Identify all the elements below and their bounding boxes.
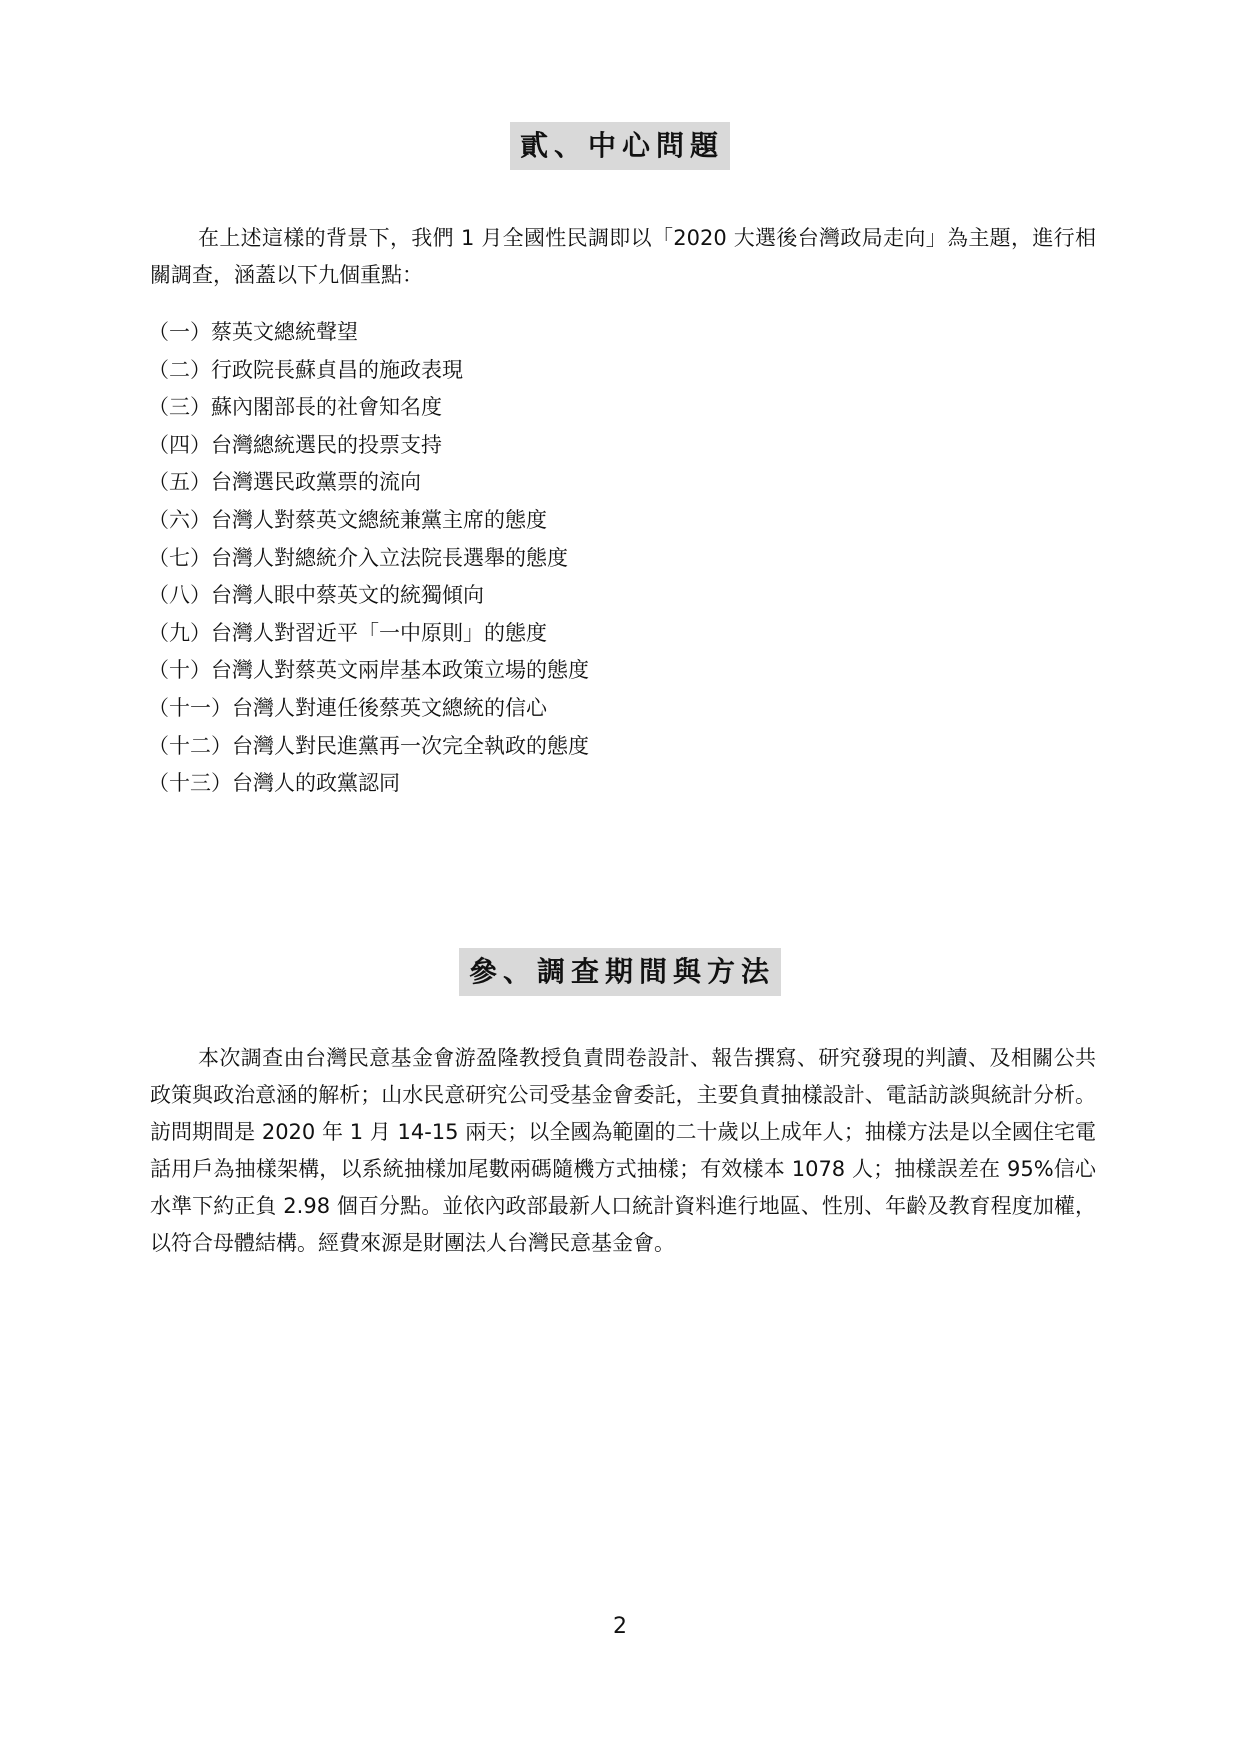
focus-list-item: （九）台灣人對習近平「一中原則」的態度: [148, 620, 547, 645]
focus-list-item: （八）台灣人眼中蔡英文的統獨傾向: [148, 583, 484, 608]
focus-list-item: （十一）台灣人對連任後蔡英文總統的信心: [148, 695, 547, 720]
method-paragraph: 本次調查由台灣民意基金會游盈隆教授負責問卷設計、報告撰寫、研究發現的判讀、及相關公共政策與政治意涵的解析；山水民意研究公司受基金會委託，主要負責抽樣設計、電話訪談與統計分析。訪問期間是 2020 年 1 月 14-15 兩天；以全國為範圍的二十歲以上成年人；抽樣方法是以全國住宅電話用戶為抽樣架構，以系統抽樣加尾數兩碼隨機方式抽樣；有效樣本 1078 人；抽樣誤差在 95%信心水準下約正負 2.98 個百分點。並依內政部最新人口統計資料進行地區、性別、年齡及教育程度加權，以符合母體結構。經費來源是財團法人台灣民意基金會。: [150, 1046, 1096, 1255]
focus-list-item: （一）蔡英文總統聲望: [148, 320, 358, 344]
focus-list-item: （三）蘇內閣部長的社會知名度: [148, 395, 442, 420]
focus-list-item: （十二）台灣人對民進黨再一次完全執政的態度: [148, 733, 589, 758]
focus-intro-paragraph: 在上述這樣的背景下，我們 1 月全國性民調即以「2020 大選後台灣政局走向」為主題，進行相關調查，涵蓋以下九個重點：: [150, 226, 1096, 287]
focus-list-item: （六）台灣人對蔡英文總統兼黨主席的態度: [148, 507, 547, 532]
focus-list-item: （二）行政院長蘇貞昌的施政表現: [148, 357, 463, 382]
focus-list-item: （十）台灣人對蔡英文兩岸基本政策立場的態度: [148, 658, 589, 683]
section-heading-method-text: 參、調查期間與方法: [459, 948, 781, 996]
section-heading-focus-text: 貳、中心問題: [510, 122, 730, 170]
focus-list-item: （五）台灣選民政黨票的流向: [148, 470, 421, 495]
focus-list-item: （七）台灣人對總統介入立法院長選舉的態度: [148, 545, 568, 570]
focus-item-list: [148, 314, 589, 803]
focus-list-item: （四）台灣總統選民的投票支持: [148, 432, 442, 457]
focus-list-item: （十三）台灣人的政黨認同: [148, 771, 400, 796]
section-heading-method: [0, 948, 1240, 996]
page-number: 2: [613, 1614, 627, 1639]
section-heading-focus: [0, 122, 1240, 170]
